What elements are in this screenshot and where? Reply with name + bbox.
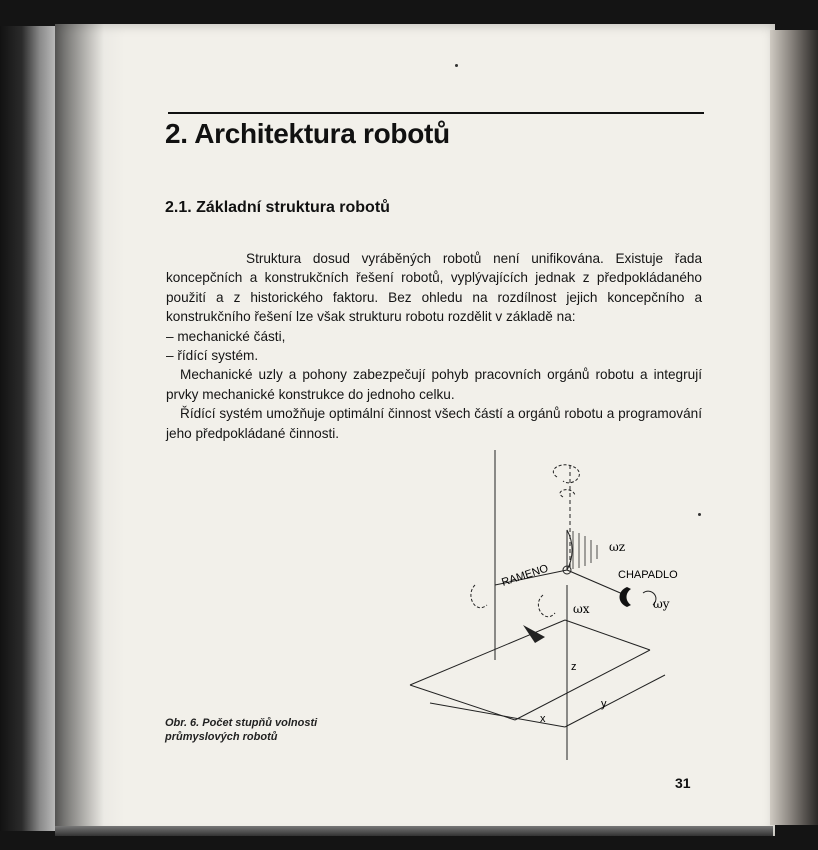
- label-rameno: RAMENO: [500, 562, 550, 589]
- robot-dof-diagram: [395, 445, 715, 765]
- label-omega-y: ωy: [653, 597, 670, 611]
- gripper-arm: [567, 570, 625, 595]
- floor-y-line: [565, 675, 665, 727]
- chapter-title: 2. Architektura robotů: [165, 118, 450, 149]
- wrist-rotation-arrow: [538, 595, 555, 617]
- arm-rotation-arrow: [471, 585, 487, 608]
- paragraph-mechanical: Mechanické uzly a pohony zabezpečují pohyb pracovních orgánů robotu a integrují prvky mechanické konstrukce do jednoho celku.: [166, 367, 702, 402]
- floor-edge-back: [410, 620, 565, 685]
- scan-speck: [698, 513, 701, 516]
- label-omega-x: ωx: [573, 602, 590, 616]
- diagram-svg: [395, 445, 715, 765]
- body-text: [166, 249, 702, 443]
- floor-edge-front: [515, 650, 650, 720]
- chapter-rule: [168, 112, 704, 114]
- paragraph-intro: Struktura dosud vyráběných robotů není unifikována. Existuje řada koncepčních a konstrukčních řešení robotů, vyplývajících jednak z předpokládaného použití a z historického faktoru. Bez ohledu na rozdílnost jejich koncepčního a konstrukčního řešení lze však strukturu robotu rozdělit v základě na:: [166, 251, 702, 325]
- label-axis-x: x: [540, 713, 546, 725]
- floor-edge-left: [410, 685, 515, 720]
- caption-line-2: průmyslových robotů: [165, 731, 278, 743]
- caption-line-1: Obr. 6. Počet stupňů volnosti: [165, 717, 318, 729]
- section-title: 2.1. Základní struktura robotů: [165, 199, 390, 216]
- upper-rotation-arrow: [560, 490, 575, 497]
- paragraph-control: Řídící systém umožňuje optimální činnost všech částí a orgánů robotu a programování jeho předpokládané činnosti.: [166, 406, 702, 441]
- gripper-icon: [620, 587, 632, 607]
- page-stack-edge: [770, 30, 818, 825]
- label-axis-z: z: [571, 661, 577, 673]
- base-arrow-head: [523, 625, 545, 643]
- list-item-control: – řídící systém.: [166, 348, 259, 364]
- page-bottom-edge: [55, 826, 773, 836]
- page-gutter-shadow: [55, 24, 125, 836]
- page-number: 31: [675, 775, 691, 791]
- top-rotation-arrow: [553, 465, 579, 483]
- label-chapadlo: CHAPADLO: [618, 569, 678, 581]
- floor-edge-right: [565, 620, 650, 650]
- scan-speck: [455, 64, 458, 67]
- figure-caption: [165, 716, 365, 744]
- label-axis-y: y: [601, 698, 607, 710]
- list-item-mechanical: – mechanické části,: [166, 328, 286, 344]
- label-omega-z: ωz: [609, 540, 626, 554]
